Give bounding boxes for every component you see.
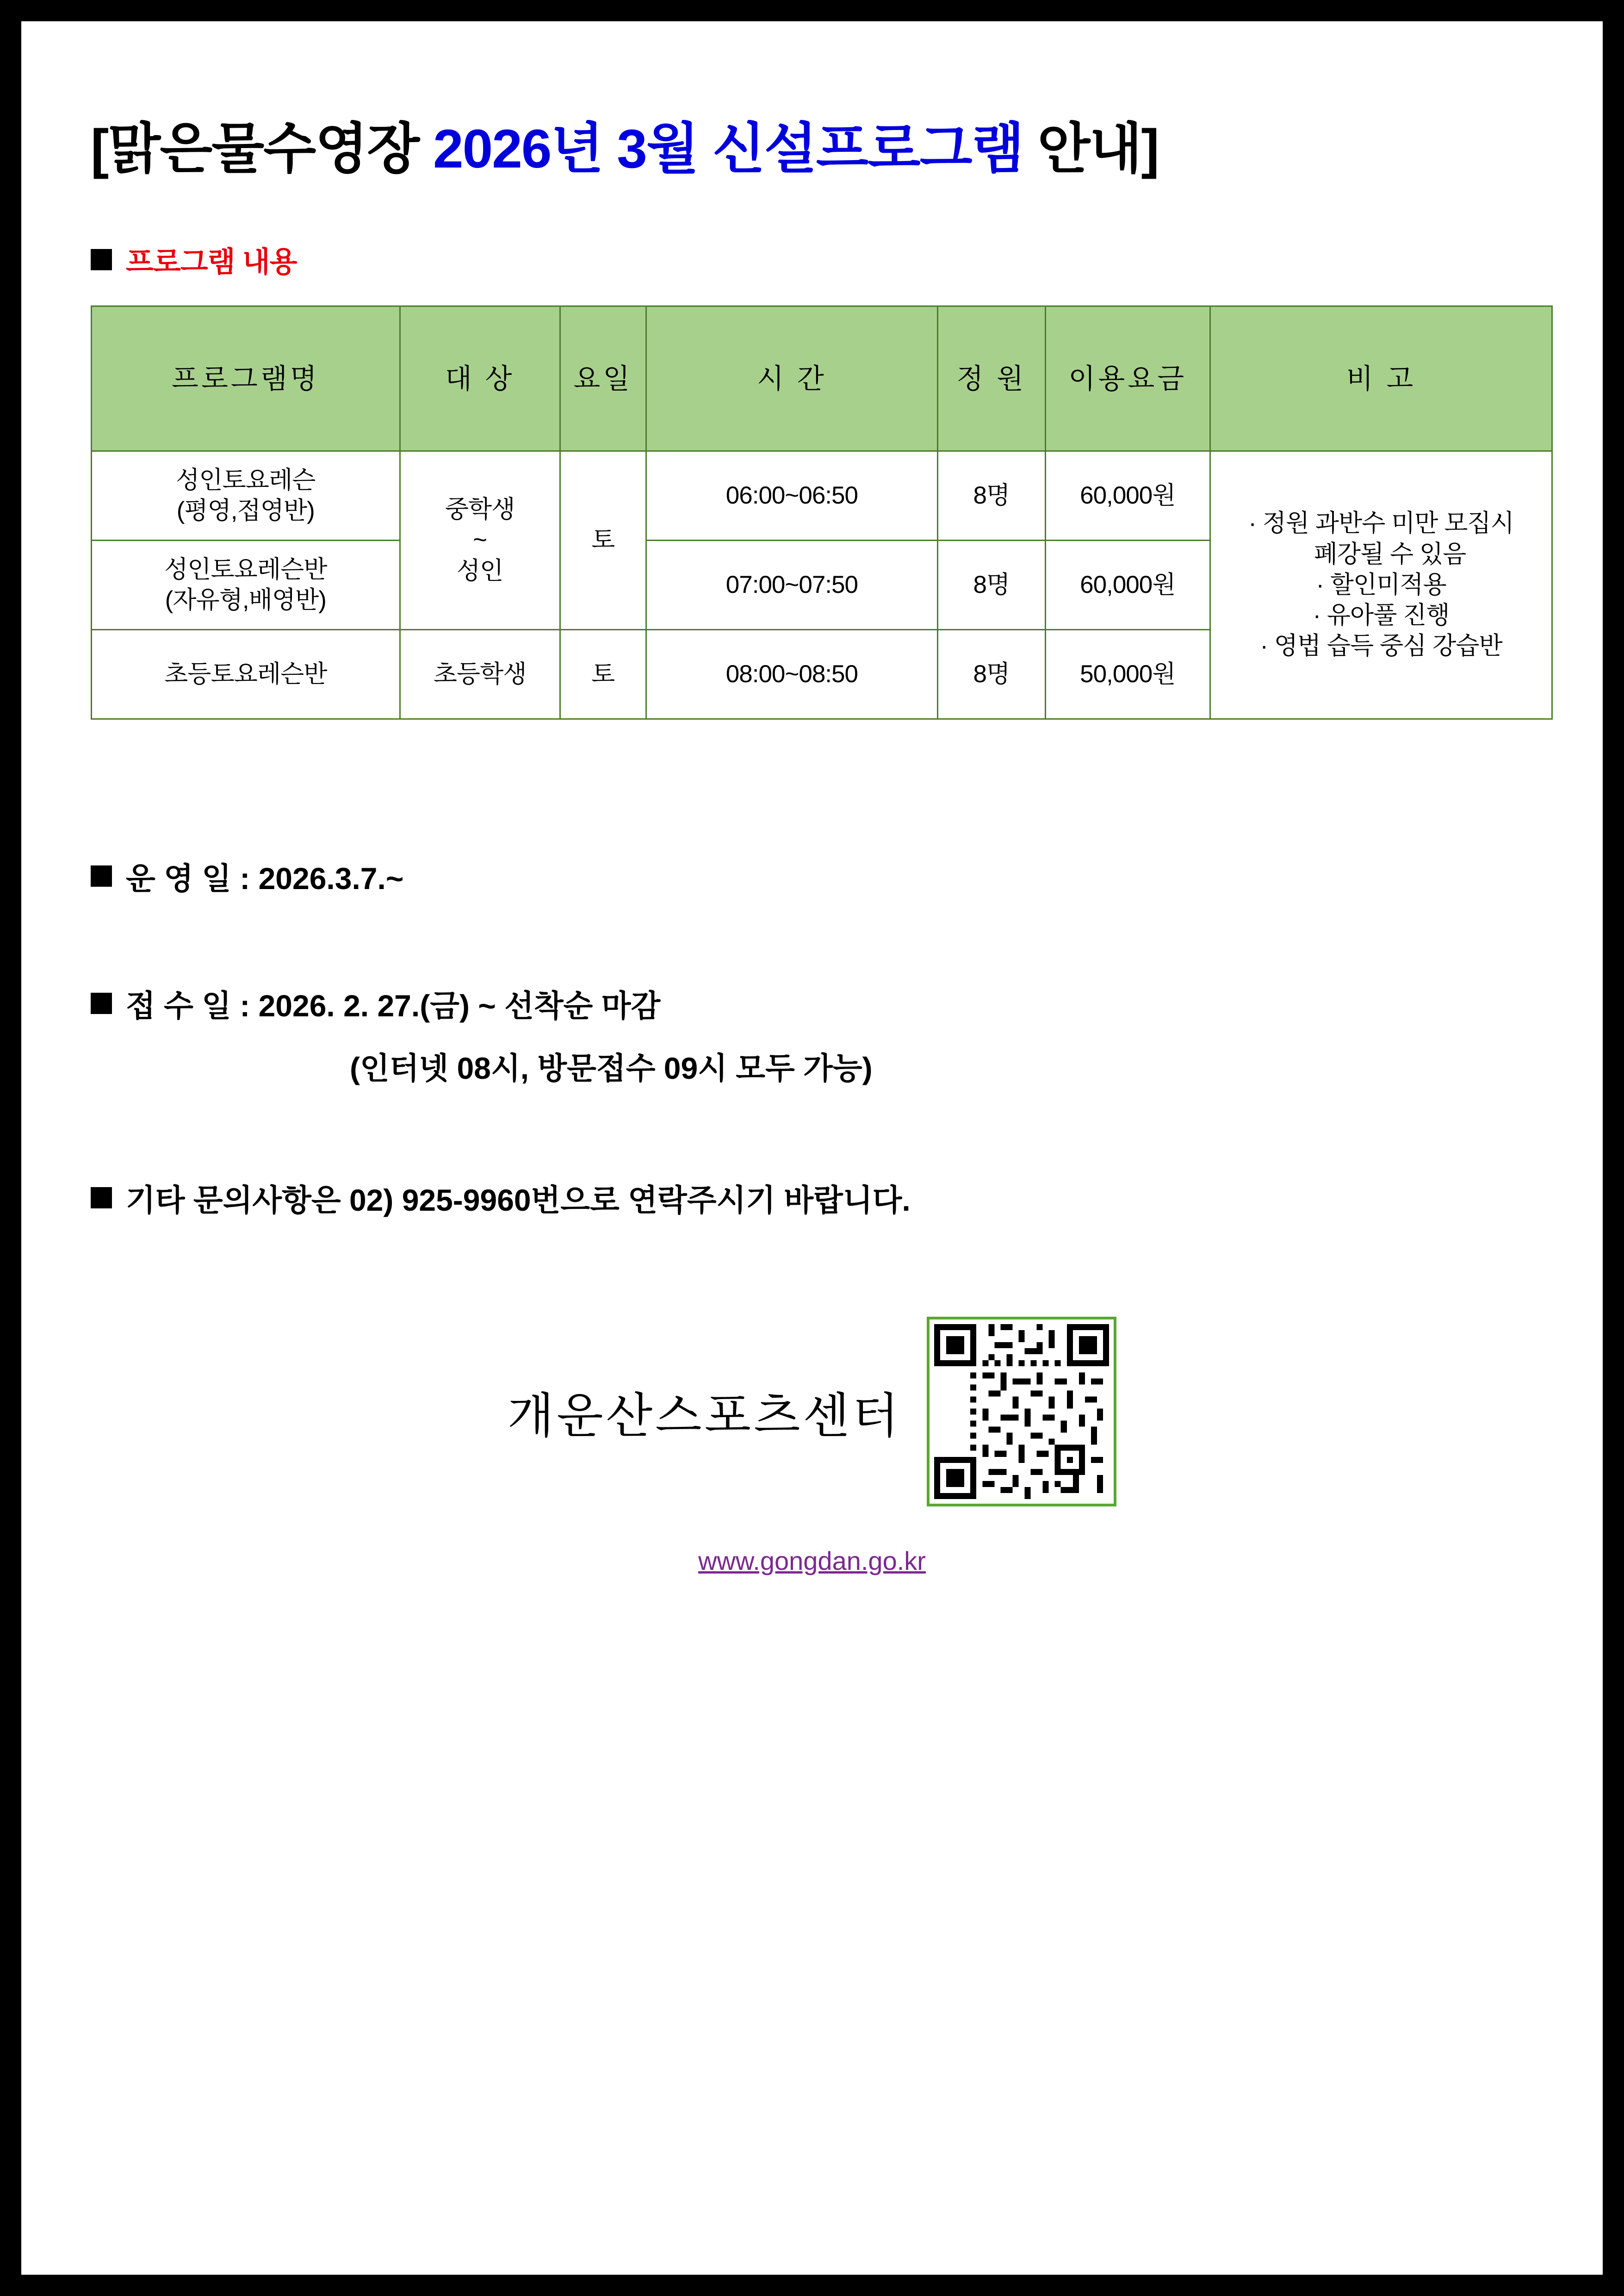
table-header-row bbox=[92, 306, 1552, 451]
square-bullet-icon bbox=[91, 865, 112, 887]
cell-capacity-2: 8명 bbox=[938, 541, 1046, 630]
square-bullet-icon bbox=[91, 1187, 112, 1208]
note-line-5: · 영법 습득 중심 강습반 bbox=[1260, 632, 1502, 660]
cell-program-name-3: 초등토요레슨반 bbox=[92, 630, 400, 719]
note-line-1: · 정원 과반수 미만 모집시 bbox=[1248, 510, 1514, 537]
cell-target-3: 초등학생 bbox=[400, 630, 560, 719]
program-name-line2: (자유형,배영반) bbox=[165, 586, 326, 614]
target-line2: ~ bbox=[473, 526, 487, 554]
center-name: 개운산스포츠센터 bbox=[507, 1389, 902, 1443]
cell-fee-2: 60,000원 bbox=[1045, 541, 1210, 630]
cell-fee-3: 50,000원 bbox=[1045, 630, 1210, 719]
cell-time-1: 06:00~06:50 bbox=[646, 451, 937, 541]
cell-program-name-2 bbox=[92, 541, 400, 630]
cell-time-3: 08:00~08:50 bbox=[646, 630, 937, 719]
cell-time-2: 07:00~07:50 bbox=[646, 541, 937, 630]
operation-label: 운 영 일 : 2026.3.7.~ bbox=[126, 861, 404, 896]
qr-code-icon bbox=[927, 1317, 1116, 1506]
cell-day-3: 토 bbox=[560, 630, 646, 719]
program-table bbox=[91, 305, 1553, 720]
title-prefix: [맑은물수영장 bbox=[91, 118, 434, 180]
program-name-line1: 성인토요레슨반 bbox=[164, 555, 327, 583]
square-bullet-icon bbox=[91, 249, 112, 270]
table-row bbox=[92, 451, 1552, 541]
col-header-target: 대 상 bbox=[400, 306, 560, 451]
footer-center-block bbox=[91, 1317, 1533, 1506]
col-header-note: 비 고 bbox=[1210, 306, 1552, 451]
square-bullet-icon bbox=[91, 993, 112, 1014]
target-line1: 중학생 bbox=[445, 496, 515, 523]
reception-label: 접 수 일 : 2026. 2. 27.(금) ~ 선착순 마감 bbox=[126, 989, 661, 1023]
poster-body bbox=[21, 21, 1603, 2275]
title-highlight: 2026년 3월 신설프로그램 bbox=[433, 118, 1023, 180]
title-suffix: 안내] bbox=[1023, 118, 1159, 180]
cell-capacity-1: 8명 bbox=[938, 451, 1046, 541]
col-header-program: 프로그램명 bbox=[92, 306, 400, 451]
reception-sub-label: (인터넷 08시, 방문접수 09시 모두 가능) bbox=[350, 1051, 873, 1085]
section-program-heading bbox=[91, 239, 1533, 280]
website-url[interactable]: www.gongdan.go.kr bbox=[698, 1546, 926, 1575]
qr-code-svg bbox=[934, 1324, 1109, 1499]
cell-fee-1: 60,000원 bbox=[1045, 451, 1210, 541]
inquiry-label: 기타 문의사항은 02) 925-9960번으로 연락주시기 바랍니다. bbox=[126, 1183, 911, 1217]
section-program-label: 프로그램 내용 bbox=[126, 246, 297, 278]
cell-notes bbox=[1210, 451, 1552, 719]
section-inquiry bbox=[91, 1176, 1533, 1220]
col-header-fee: 이용요금 bbox=[1045, 306, 1210, 451]
cell-target-1 bbox=[400, 451, 560, 630]
program-name-line1: 성인토요레슨 bbox=[176, 466, 316, 494]
cell-day-1: 토 bbox=[560, 451, 646, 630]
cell-program-name-1 bbox=[92, 451, 400, 541]
cell-capacity-3: 8명 bbox=[938, 630, 1046, 719]
note-line-2: 폐강될 수 있음 bbox=[1314, 540, 1466, 568]
note-line-4: · 유아풀 진행 bbox=[1313, 602, 1450, 629]
section-operation bbox=[91, 854, 1533, 898]
col-header-capacity: 정 원 bbox=[938, 306, 1046, 451]
program-name-line2: (평영,접영반) bbox=[176, 497, 315, 524]
note-line-3: · 할인미적용 bbox=[1316, 571, 1446, 598]
col-header-time: 시 간 bbox=[646, 306, 937, 451]
section-reception bbox=[91, 981, 1533, 1025]
target-line3: 성인 bbox=[456, 557, 503, 585]
page-title bbox=[91, 105, 1533, 183]
col-header-day: 요일 bbox=[560, 306, 646, 451]
